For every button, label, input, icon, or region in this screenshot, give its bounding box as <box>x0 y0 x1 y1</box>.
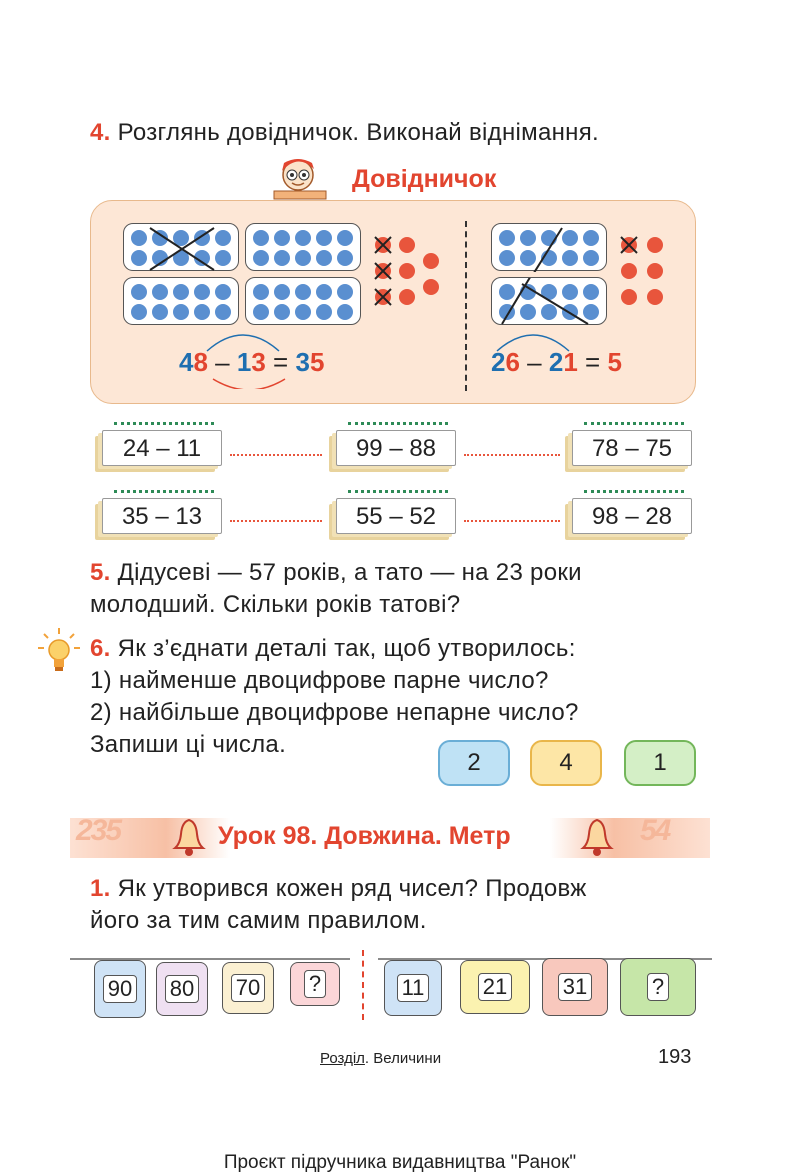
page-number: 193 <box>658 1046 692 1068</box>
dress-blue <box>94 960 146 1018</box>
puzzle-piece-blue[interactable] <box>438 740 510 786</box>
ones-group <box>617 235 667 311</box>
ex1-r-ones: 5 <box>309 347 325 377</box>
exercise-card <box>102 490 222 534</box>
task6-number: 6. <box>90 635 111 662</box>
ex2-b-ones: 1 <box>563 347 578 377</box>
ex1-r-tens: 3 <box>295 347 310 377</box>
ex2-result: 5 <box>607 347 622 377</box>
ex1-b-tens: 1 <box>236 347 252 377</box>
task4-text: Розглянь довідничок. Виконай віднімання. <box>117 119 599 146</box>
row-number: 70 <box>231 974 265 1002</box>
ex1-minus: – <box>215 347 230 377</box>
task6-line1 <box>90 634 576 664</box>
task4-heading <box>90 118 599 148</box>
puzzle-piece-yellow[interactable] <box>530 740 602 786</box>
ex1-a-tens: 4 <box>179 347 194 377</box>
task6-text1: Як з’єднати деталі так, щоб утворилось: <box>117 635 576 662</box>
lesson-title: Урок 98. Довжина. Метр <box>218 822 511 850</box>
exercise-text: 99 – 88 <box>355 435 437 462</box>
puzzle-digit: 2 <box>467 749 481 776</box>
exercise-card <box>572 422 692 466</box>
ones-group <box>371 235 441 311</box>
exercise-text: 98 – 28 <box>591 503 673 530</box>
shirt-salmon <box>542 958 608 1016</box>
publisher-note: Проєкт підручника видавництва "Ранок" <box>223 1152 577 1173</box>
exercise-text: 78 – 75 <box>591 435 673 462</box>
exercise-text: 55 – 52 <box>355 503 437 530</box>
answer-line[interactable] <box>230 508 322 522</box>
task6-line4: Запиши ці числа. <box>90 731 287 758</box>
puzzle-digit: 1 <box>653 749 667 776</box>
task5-line1 <box>90 558 582 588</box>
section-link[interactable]: Розділ <box>320 1050 365 1067</box>
exercise-card <box>336 422 456 466</box>
bell-icon <box>172 818 206 858</box>
exercise-card <box>572 490 692 534</box>
skirt-pink <box>290 962 340 1006</box>
ex2-minus: – <box>527 347 542 377</box>
task6-line2: 1) найменше двоцифрове парне число? <box>90 667 549 694</box>
row-number: ? <box>304 970 326 998</box>
ten-block <box>491 223 607 271</box>
ex2-equals: = <box>585 347 601 377</box>
answer-line[interactable] <box>464 508 560 522</box>
section-label <box>320 1050 441 1067</box>
row-number: 21 <box>478 973 512 1001</box>
task5-number: 5. <box>90 559 111 586</box>
ex1-b-ones: 3 <box>251 347 266 377</box>
mascot-icon <box>268 155 332 203</box>
exercise-card <box>102 422 222 466</box>
banner-digits-left: 235 <box>76 814 121 847</box>
dress-lilac <box>156 962 208 1016</box>
answer-line[interactable] <box>230 442 322 456</box>
puzzle-piece-green[interactable] <box>624 740 696 786</box>
puzzle-digit: 4 <box>559 749 573 776</box>
shirt-blue <box>384 960 442 1016</box>
task4-number: 4. <box>90 119 111 146</box>
task1-line2: його за тим самим правилом. <box>90 907 427 934</box>
example2-equation <box>491 347 622 378</box>
lightbulb-icon <box>36 626 82 676</box>
ten-block <box>491 277 607 325</box>
exercise-text: 35 – 13 <box>121 503 203 530</box>
ten-block <box>123 277 239 325</box>
exercise-text: 24 – 11 <box>122 435 202 462</box>
bell-icon <box>580 818 614 858</box>
divider <box>465 221 467 391</box>
row-number: 11 <box>397 974 430 1002</box>
ex2-a-ones: 6 <box>505 347 520 377</box>
shorts-cream <box>222 962 274 1014</box>
example1-equation <box>179 347 324 378</box>
answer-line[interactable] <box>464 442 560 456</box>
ex2-b-tens: 2 <box>548 347 564 377</box>
row-number: 31 <box>558 973 592 1001</box>
exercise-card <box>336 490 456 534</box>
section-name: . Величини <box>364 1050 442 1067</box>
row-divider <box>362 950 364 1020</box>
ex2-a-tens: 2 <box>491 347 506 377</box>
reference-box <box>90 200 696 404</box>
shirt-yellow <box>460 960 530 1014</box>
task6-line3: 2) найбільше двоцифрове непарне число? <box>90 699 579 726</box>
task1-number: 1. <box>90 875 111 902</box>
task5-line2: молодший. Скільки років татові? <box>90 591 461 618</box>
ten-block <box>245 277 361 325</box>
task1-text1: Як утворився кожен ряд чисел? Продовж <box>117 875 587 902</box>
ten-block <box>245 223 361 271</box>
ten-block <box>123 223 239 271</box>
row-number: 90 <box>103 975 137 1003</box>
ex1-equals: = <box>273 347 289 377</box>
reference-title: Довідничок <box>352 165 497 193</box>
task1-line1 <box>90 874 587 904</box>
shirt-green <box>620 958 696 1016</box>
row-number: 80 <box>165 975 199 1003</box>
row-number: ? <box>647 973 669 1001</box>
banner-digits-right: 54 <box>640 814 670 847</box>
ex1-a-ones: 8 <box>193 347 208 377</box>
task5-text1: Дідусеві — 57 років, а тато — на 23 роки <box>117 559 582 586</box>
